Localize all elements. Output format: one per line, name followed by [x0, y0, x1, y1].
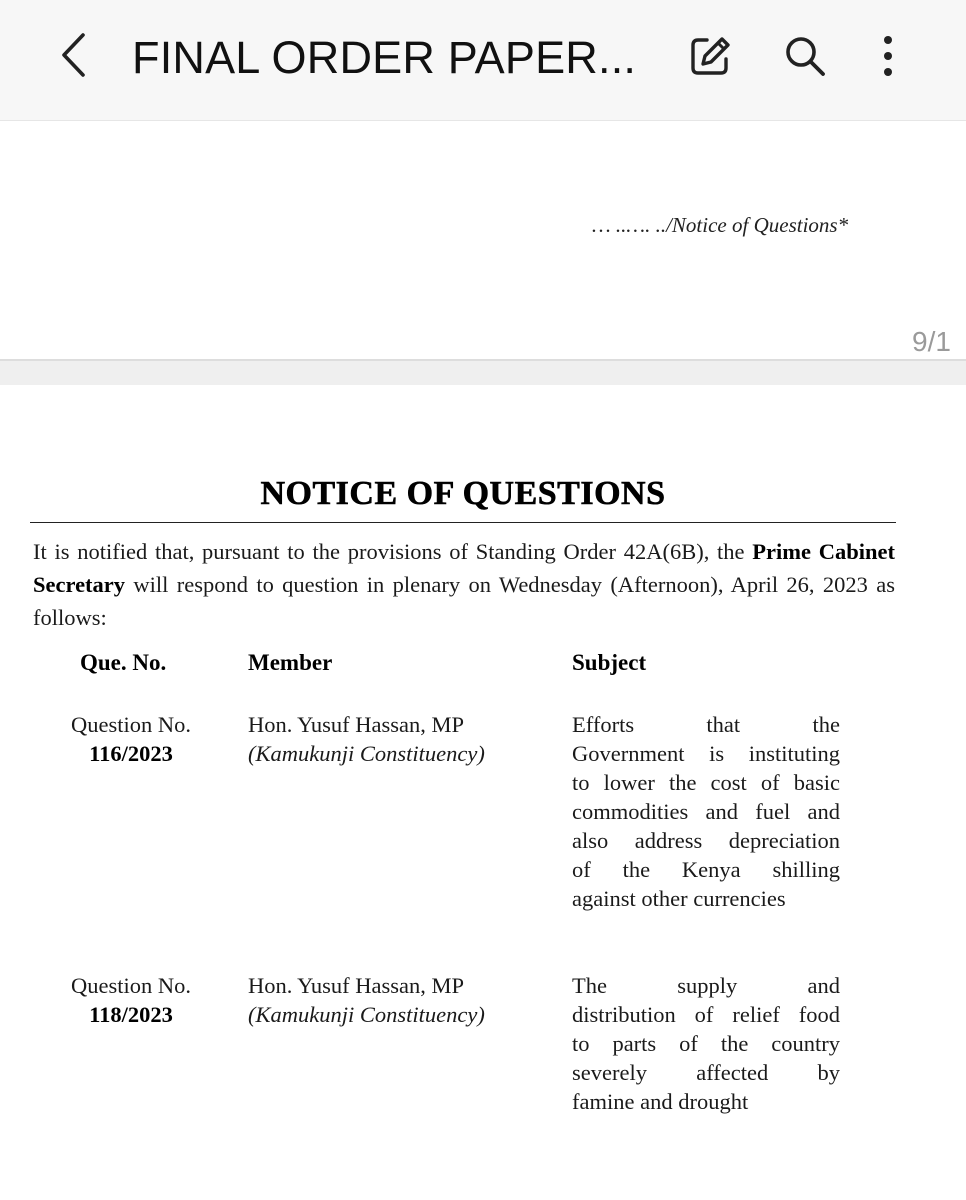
document-title: FINAL ORDER PAPER...: [132, 32, 637, 83]
member-constituency: (Kamukunji Constituency): [248, 741, 485, 766]
question-number: 118/2023: [89, 1002, 173, 1027]
app-bar: [0, 0, 966, 121]
intro-bold-text: Prime Cabinet Secretary: [33, 539, 896, 597]
subject-line: famine and drought: [572, 1089, 749, 1114]
intro-text-2: will respond to question in plenary on Wednesday (Afternoon), April 26, 2023 as follows:: [33, 572, 895, 630]
page-heading: NOTICE OF QUESTIONS: [260, 475, 666, 512]
member-cell: [248, 971, 485, 1029]
document-page: [0, 385, 966, 1200]
back-button[interactable]: [52, 30, 96, 80]
heading-rule: [30, 522, 896, 523]
intro-text-1: It is notified that, pursuant to the provisions of Standing Order 42A(6B), the: [33, 539, 753, 564]
more-options-button[interactable]: [870, 32, 906, 80]
member-constituency: (Kamukunji Constituency): [248, 1002, 485, 1027]
page-separator: [0, 359, 966, 387]
member-cell: [248, 710, 485, 768]
subject-line: of the Kenya shilling: [572, 857, 840, 882]
subject-line: to lower the cost of basic: [572, 770, 840, 795]
subject-line: against other currencies: [572, 886, 786, 911]
subject-line: Government is instituting: [572, 741, 840, 766]
subject-line: The supply and: [572, 973, 840, 998]
column-header-qno: Que. No.: [80, 650, 167, 675]
subject-line: also address depreciation: [572, 828, 840, 853]
intro-paragraph: [33, 535, 895, 634]
edit-button[interactable]: [686, 32, 734, 80]
question-label: Question No.: [71, 973, 191, 998]
subject-cell: [572, 710, 840, 913]
column-header-member: Member: [248, 650, 333, 675]
question-label: Question No.: [71, 712, 191, 737]
subject-line: Efforts that the: [572, 712, 840, 737]
question-number: 116/2023: [89, 741, 173, 766]
subject-line: distribution of relief food: [572, 1002, 840, 1027]
question-number-cell: [31, 971, 231, 1029]
question-number-cell: [31, 710, 231, 768]
member-name: Hon. Yusuf Hassan, MP: [248, 712, 465, 737]
more-vert-icon: [881, 34, 895, 78]
back-chevron-icon: [59, 32, 89, 78]
subject-line: to parts of the country: [572, 1031, 840, 1056]
page-footer-note: … ..…. ../Notice of Questions*: [592, 213, 849, 237]
member-name: Hon. Yusuf Hassan, MP: [248, 973, 465, 998]
page-indicator: 9/1: [912, 326, 951, 357]
search-button[interactable]: [780, 32, 830, 80]
subject-line: severely affected by: [572, 1060, 840, 1085]
subject-cell: [572, 971, 840, 1116]
edit-icon: [687, 33, 733, 79]
subject-line: commodities and fuel and: [572, 799, 840, 824]
search-icon: [782, 33, 828, 79]
previous-page: [0, 121, 966, 359]
column-header-subject: Subject: [572, 650, 647, 675]
